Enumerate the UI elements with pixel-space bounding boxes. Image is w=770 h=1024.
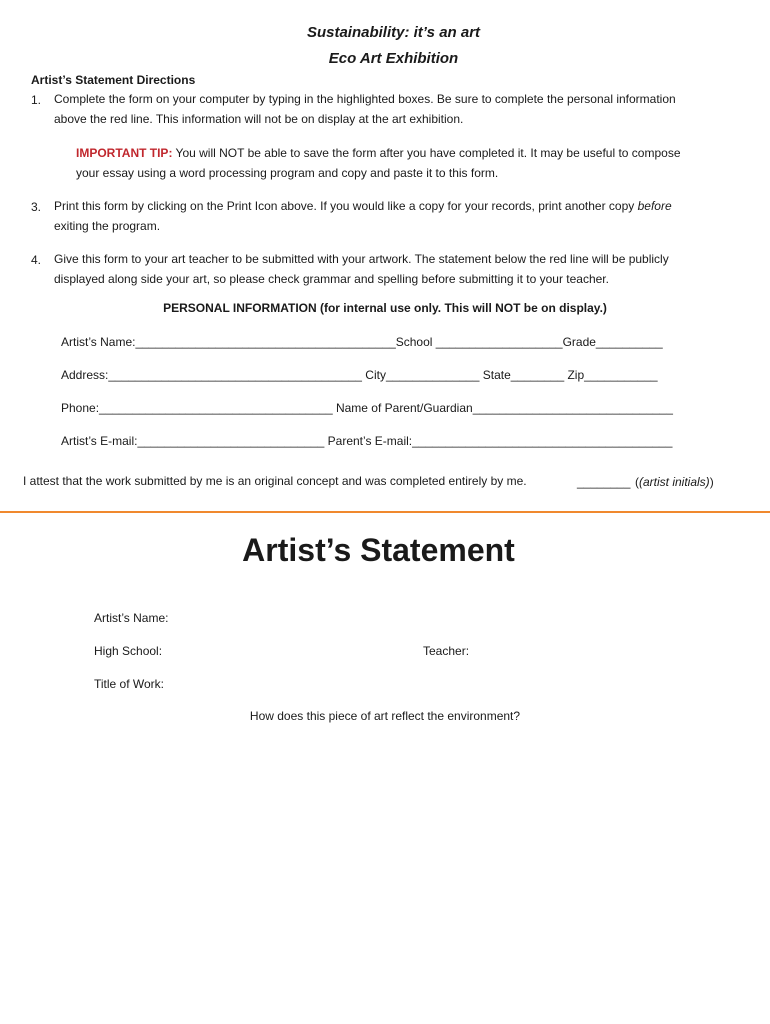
direction-number: 4. xyxy=(31,253,42,267)
direction-line: displayed along side your art, so please check grammar and spelling before submitting it to your teacher. xyxy=(54,271,609,286)
initials-label-text: (artist initials) xyxy=(639,475,710,489)
tip-label: IMPORTANT TIP: xyxy=(76,146,173,160)
direction-emphasis: before xyxy=(637,199,672,213)
statement-high-school-label: High School: xyxy=(94,644,163,658)
tip-text: You will NOT be able to save the form after you have completed it. It may be useful to compose xyxy=(172,146,681,160)
personal-info-heading: PERSONAL INFORMATION (for internal use only. This will NOT be on display.) xyxy=(163,301,607,315)
important-tip xyxy=(76,144,756,183)
document-title: Sustainability: it’s an art xyxy=(306,24,481,41)
initials-label: ((artist initials)) xyxy=(635,475,714,489)
direction-line: Complete the form on your computer by typing in the highlighted boxes. Be sure to complete the personal information xyxy=(54,92,676,106)
initials-field[interactable]: ________ xyxy=(577,475,631,489)
directions-heading: Artist’s Statement Directions xyxy=(31,73,196,87)
direction-number: 1. xyxy=(31,93,42,107)
statement-title-of-work-label: Title of Work: xyxy=(94,677,165,691)
red-divider-line xyxy=(0,511,770,513)
direction-item-4 xyxy=(54,250,754,289)
statement-question: How does this piece of art reflect the environment? xyxy=(249,709,521,723)
email-field[interactable]: Artist’s E-mail:____________________________ Parent’s E-mail:_______________________________________ xyxy=(61,434,673,448)
direction-line: Give this form to your art teacher to be submitted with your artwork. The statement below the red line will be publicly xyxy=(54,252,669,266)
statement-title: Artist’s Statement xyxy=(242,532,515,568)
statement-teacher-label: Teacher: xyxy=(423,644,470,658)
direction-line: above the red line. This information will not be on display at the art exhibition. xyxy=(54,111,464,126)
phone-field[interactable]: Phone:___________________________________ Name of Parent/Guardian______________________________ xyxy=(61,401,673,415)
address-field[interactable]: Address:______________________________________ City______________ State________ Zip___________ xyxy=(61,368,658,382)
tip-text-line2: your essay using a word processing program and copy and paste it to this form. xyxy=(76,165,499,180)
direction-number: 3. xyxy=(31,200,42,214)
statement-artist-name-label: Artist’s Name: xyxy=(94,611,169,625)
document-subtitle: Eco Art Exhibition xyxy=(328,50,459,67)
direction-item-3 xyxy=(54,197,754,236)
direction-line: Print this form by clicking on the Print Icon above. If you would like a copy for your records, print another copy xyxy=(54,199,638,213)
direction-item-1 xyxy=(54,90,754,129)
attestation-text: I attest that the work submitted by me is an original concept and was completed entirely by me. xyxy=(23,474,527,488)
direction-line: exiting the program. xyxy=(54,218,161,233)
artist-name-field[interactable]: Artist’s Name:_______________________________________School ___________________Grade__________ xyxy=(61,335,663,349)
